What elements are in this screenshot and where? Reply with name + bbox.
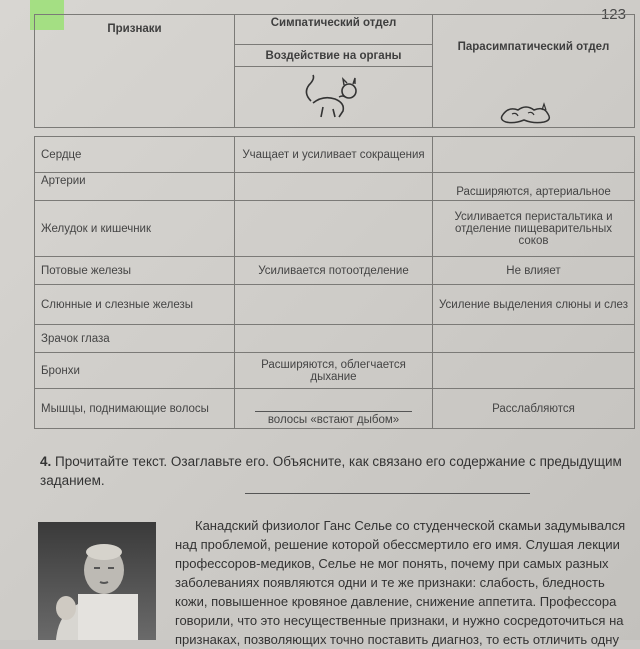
row-parasympathetic <box>433 353 635 389</box>
table-row <box>35 173 635 201</box>
reading-line: говорили, что это несущественные признаки, и нужно сосредоточиться на <box>175 613 624 628</box>
reading-line: над проблемой, решение которой обессмертило его имя. Слушая лекции <box>175 537 620 552</box>
row-sympathetic <box>235 173 433 201</box>
reading-text <box>175 516 633 649</box>
row-sympathetic: Усиливается потоотделение <box>235 257 433 285</box>
row-parasympathetic: Не влияет <box>433 257 635 285</box>
row-parasympathetic: Расслабляются <box>433 389 635 429</box>
row-parasympathetic: Усиливается перистальтика и отделение пищеварительных соков <box>433 201 635 257</box>
row-sympathetic: Расширяются, облегчается дыхание <box>235 353 433 389</box>
row-sympathetic <box>235 325 433 353</box>
table-row <box>35 353 635 389</box>
task-block <box>40 452 635 490</box>
header-sympathetic: Симпатический отдел <box>235 15 433 45</box>
row-sign: Артерии <box>35 173 235 201</box>
row-sympathetic: Учащает и усиливает сокращения <box>235 137 433 173</box>
row-sign: Желудок и кишечник <box>35 201 235 257</box>
table-row <box>35 257 635 285</box>
row-sign: Зрачок глаза <box>35 325 235 353</box>
row-sign: Мышцы, поднимающие волосы <box>35 389 235 429</box>
title-answer-line <box>245 493 530 494</box>
header-sign: Признаки <box>35 15 235 128</box>
reading-line: признаках, позволяющих точно поставить диагноз, то есть отличить одну <box>175 632 619 647</box>
organ-rows-table <box>34 136 635 429</box>
table-header-row <box>35 15 635 45</box>
cat-illustration-cell <box>235 67 433 128</box>
row-sign: Слюнные и слезные железы <box>35 285 235 325</box>
row-parasympathetic <box>433 137 635 173</box>
table-row <box>35 285 635 325</box>
scientist-photo <box>38 522 156 640</box>
reading-line: заболеваниях появляются одни и те же признаки: слабость, бледность <box>175 575 605 590</box>
task-text: Прочитайте текст. Озаглавьте его. Объясните, как связано его содержание с предыдущим заданием. <box>40 454 622 488</box>
reading-line: Канадский физиолог Ганс Селье со студенческой скамьи задумывался <box>195 518 626 533</box>
table-row <box>35 389 635 429</box>
table-row <box>35 201 635 257</box>
row-sign: Потовые железы <box>35 257 235 285</box>
relaxed-cat-icon <box>498 98 556 128</box>
row-sympathetic <box>235 389 433 429</box>
task-number: 4. <box>40 454 52 469</box>
blank-answer-line <box>255 411 412 412</box>
row-sympathetic-text: волосы «встают дыбом» <box>267 414 400 426</box>
header-effect: Воздействие на органы <box>235 45 433 67</box>
alert-cat-icon <box>299 71 369 123</box>
table-row <box>35 325 635 353</box>
row-parasympathetic: Усиление выделения слюны и слез <box>433 285 635 325</box>
page-number: 123 <box>600 6 626 23</box>
row-parasympathetic: Расширяются, артериальное <box>433 173 635 201</box>
reading-line: кожи, повышенное кровяное давление, снижение аппетита. Профессора <box>175 594 617 609</box>
table-row <box>35 137 635 173</box>
reading-line: профессоров-медиков, Селье не мог понять, почему при самых разных <box>175 556 609 571</box>
header-parasympathetic: Парасимпатический отдел <box>433 15 635 128</box>
row-sympathetic <box>235 201 433 257</box>
row-sign: Сердце <box>35 137 235 173</box>
row-parasympathetic <box>433 325 635 353</box>
row-sign: Бронхи <box>35 353 235 389</box>
row-sympathetic <box>235 285 433 325</box>
